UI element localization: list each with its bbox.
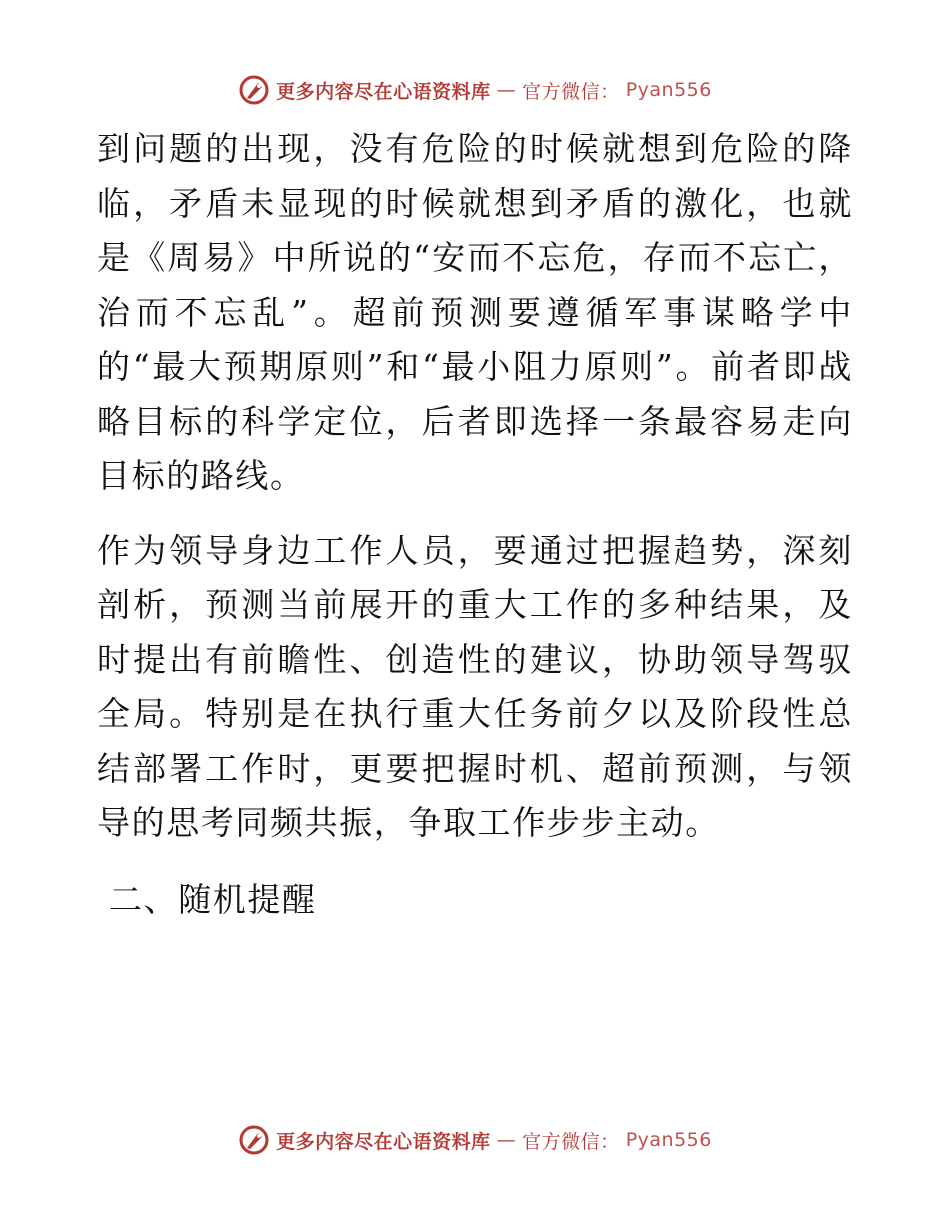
watermark-dash: — [496, 79, 517, 101]
header-watermark [0, 74, 950, 106]
paragraph: 到问题的出现，没有危险的时候就想到危险的降临，矛盾未显现的时候就想到矛盾的激化，也就是《周易》中所说的“安而不忘危，存而不忘亡，治而不忘乱”。超前预测要遵循军事谋略学中的“最大预期原则”和“最小阻力原则”。前者即战略目标的科学定位，后者即选择一条最容易走向目标的路线。 [97, 129, 853, 495]
watermark-site-text: 更多内容尽在心语资料库 [276, 80, 491, 103]
footer-watermark [0, 1124, 950, 1156]
watermark-dash: — [496, 1129, 517, 1151]
watermark-contact-text: 官方微信： [522, 1130, 620, 1153]
document-body [97, 122, 853, 927]
section-heading: 二、随机提醒 [109, 879, 317, 919]
pen-nib-logo-icon [238, 74, 270, 106]
watermark-site-text: 更多内容尽在心语资料库 [276, 1130, 491, 1153]
paragraph: 作为领导身边工作人员，要通过把握趋势，深刻剖析，预测当前展开的重大工作的多种结果，及时提出有前瞻性、创造性的建议，协助领导驾驭全局。特别是在执行重大任务前夕以及阶段性总结部署工作时，更要把握时机、超前预测，与领导的思考同频共振，争取工作步步主动。 [97, 530, 853, 842]
pen-nib-logo-icon [238, 1124, 270, 1156]
watermark-contact-id: Pyan556 [625, 1129, 712, 1151]
watermark-contact-id: Pyan556 [625, 79, 712, 101]
watermark-contact-text: 官方微信： [522, 80, 620, 103]
